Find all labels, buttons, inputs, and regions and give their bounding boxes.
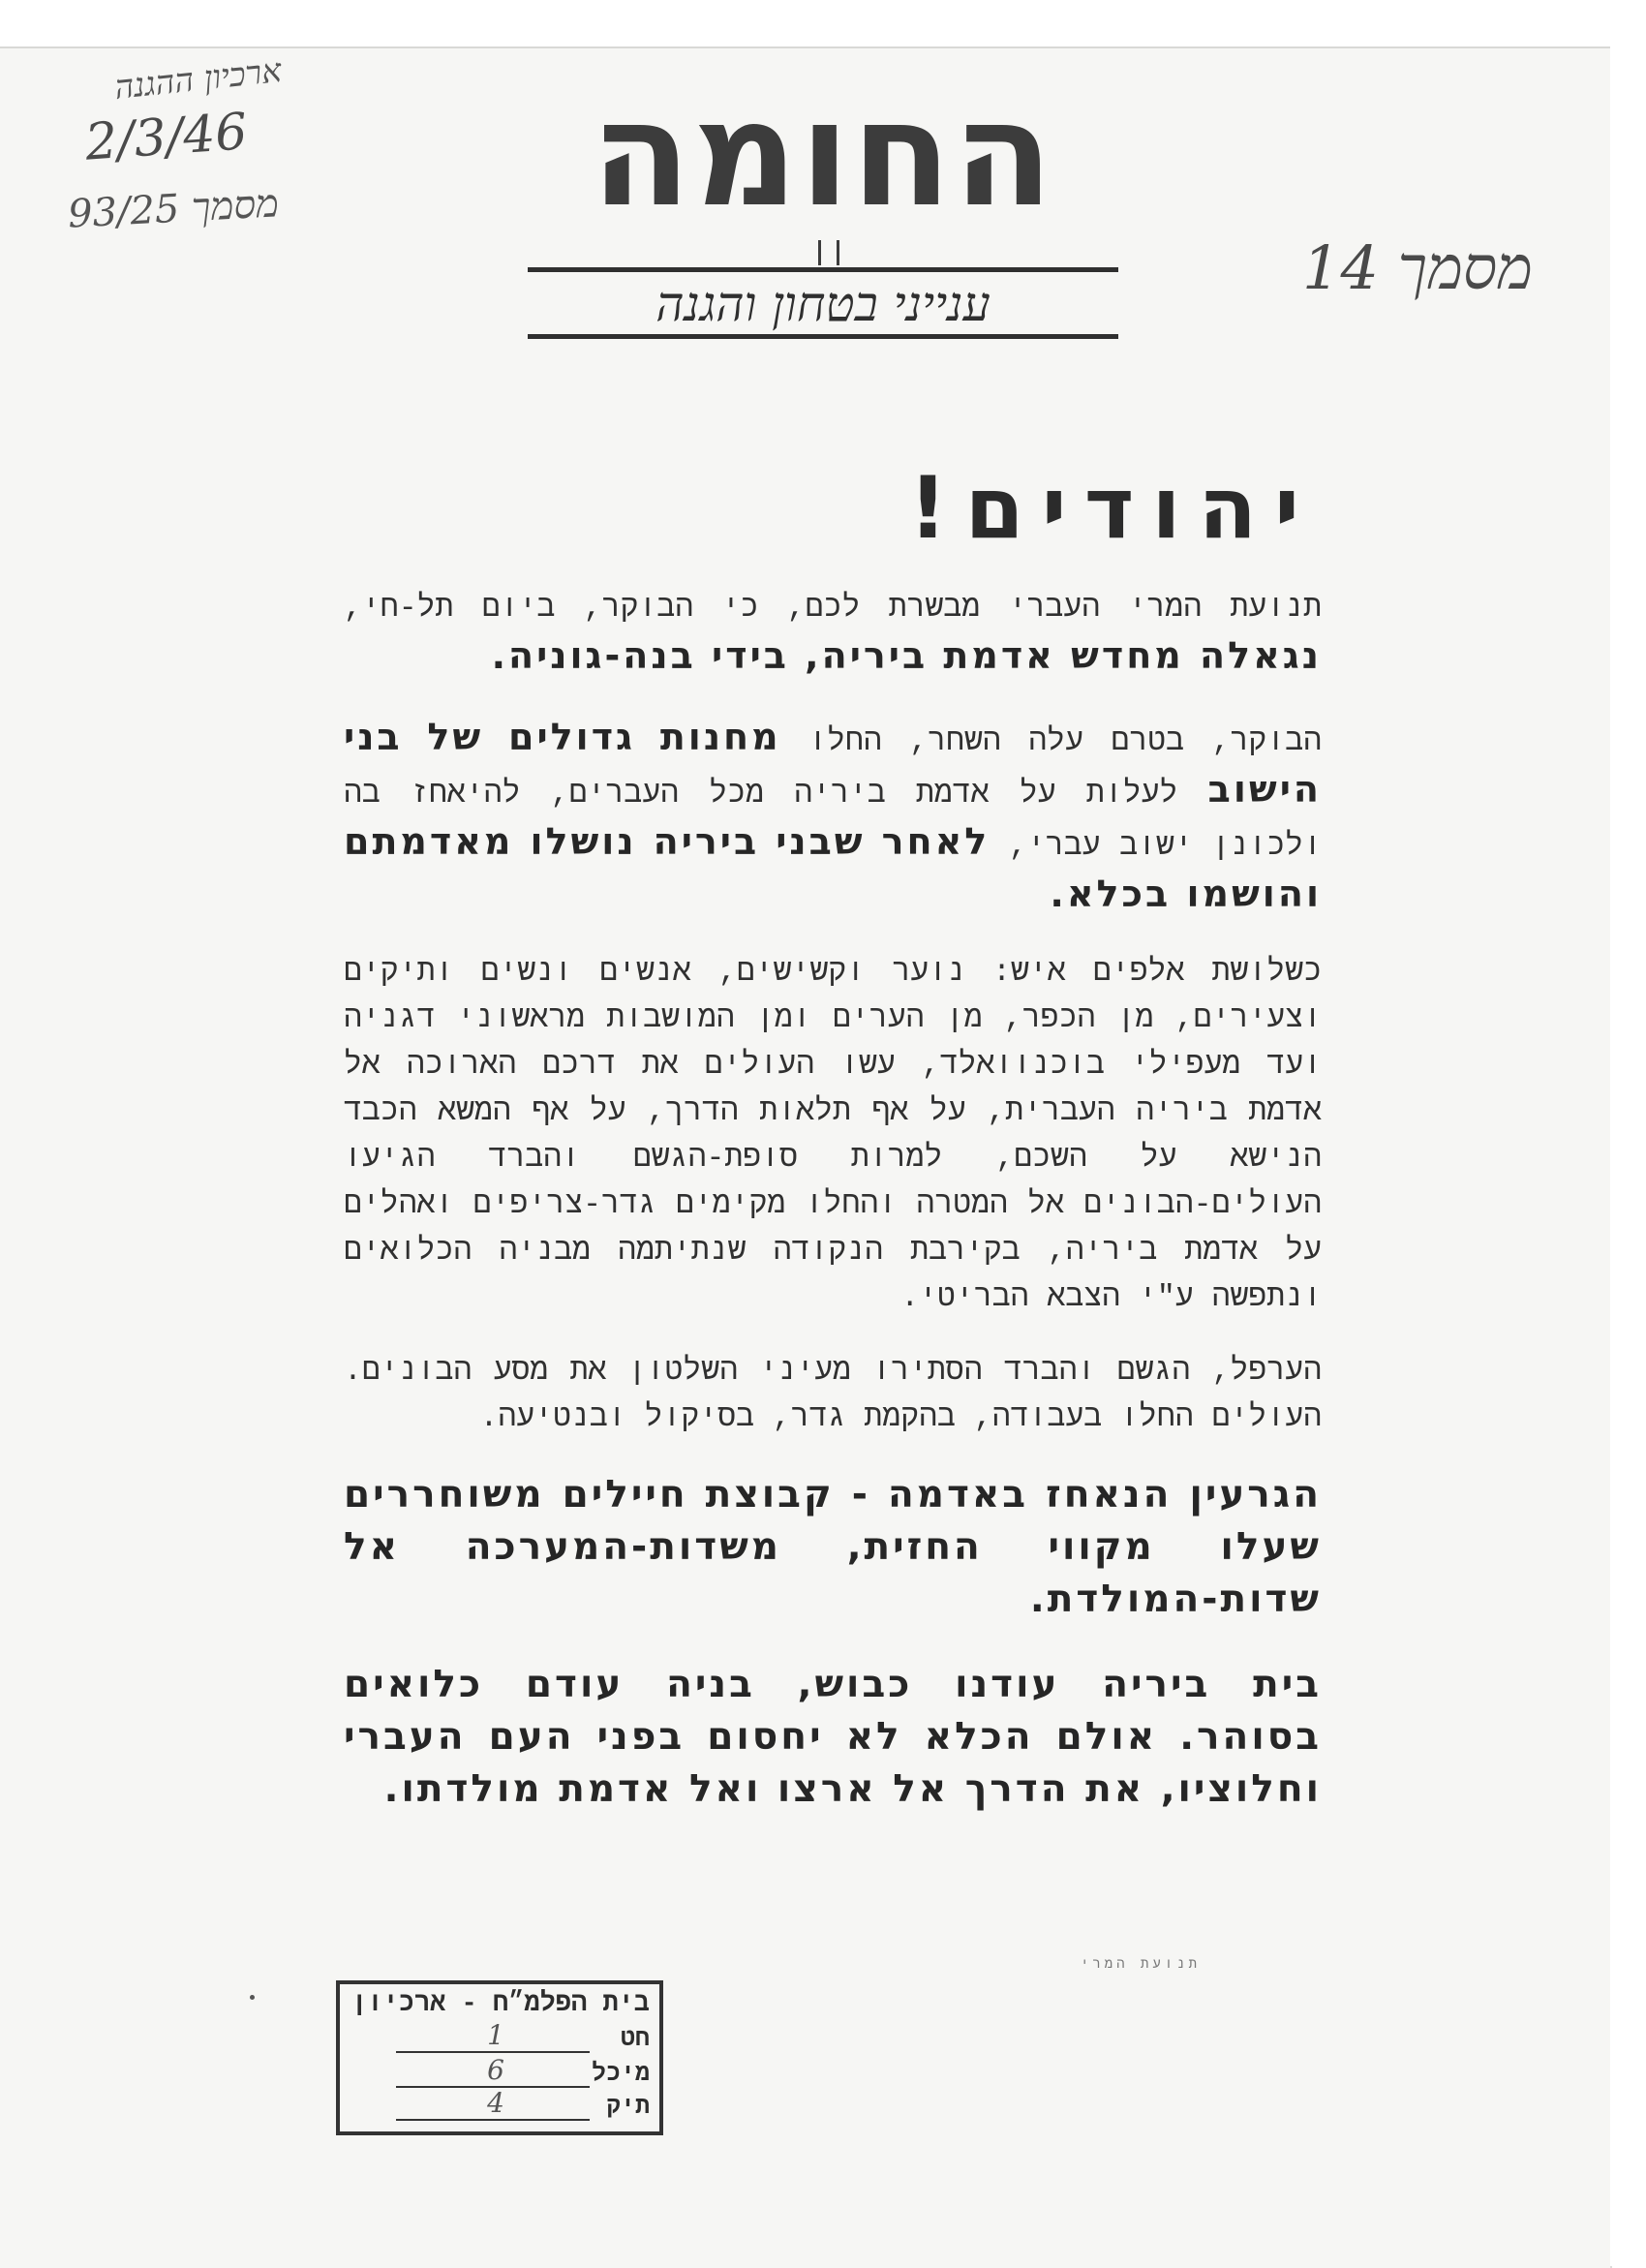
stamp-underline [396,2119,590,2121]
stamp-row [350,2019,650,2056]
stamp-row [350,2087,650,2124]
masthead-rule-top [528,267,1118,272]
paragraph-4: הערפל, הגשם והברד הסתירו מעיני השלטון את מסע הבונים. העולים החלו בעבודה, בהקמת גדר, בסיקול ובנטיעה. [344,1355,1322,1435]
masthead [528,71,1118,339]
paragraph-2 [344,714,1322,923]
handwritten-document-ref: מסמך 93/25 [66,181,280,237]
masthead-subtitle: ענייני בטחון והגנה [655,276,991,332]
paragraph-2-emphasis-1: מחנות גדולים של בני הישוב [344,716,1322,811]
masthead-rule-bottom [528,334,1118,339]
stamp-value: 6 [487,2054,504,2086]
stamp-title: בית הפלמ״ח - ארכיון [351,1990,650,2019]
paragraph-3: כשלושת אלפים איש: נוער וקשישים, אנשים ונשים ותיקים וצעירים, מן הכפר, מן הערים ומן המושבות מראשוני דגניה ועד מעפילי בוכנוואלד, עשו העולים את דרכם הארוכה אל אדמת ביריה העברית, על אף תלאות הדרך, על אף המשא הכבד הנישא על השכם, למרות סופת-הגשם והברד הגיעו העולים-הבונים אל המטרה והחלו מקימים גדר-צריפים ואהלים על אדמת ביריה, בקירבת הנקודה שנתיתמה מבניה הכלואים ונתפשה ע"י הצבא הבריטי. [344,956,1322,1315]
scan-speck [250,1995,255,2000]
masthead-ornament [818,240,839,265]
paragraph-1-emphasis: נגאלה מחדש אדמת ביריה, בידי בנה-גוניה. [491,634,1322,677]
signature: תנועת המרי [1080,1956,1201,1972]
stamp-value: 1 [487,2019,504,2051]
paragraph-1-text: תנועת המרי העברי מבשרת לכם, כי הבוקר, ביום תל-חי, [344,592,1322,626]
paragraph-2-text-start: הבוקר, בטרם עלה השחר, החלו [780,725,1322,759]
stamp-label: תיק [605,2093,650,2121]
paragraph-6: בית ביריה עודנו כבוש, בניה עודם כלואים בסוהר. אולם הכלא לא יחסום בפני העם העברי וחלוציו, את הדרך אל ארצו ואל אדמת מולדתו. [344,1663,1322,1811]
stamp-label: חט [620,2025,650,2053]
paragraph-2-emphasis-2: לאחר שבני ביריה נושלו מאדמתם והושמו בכלא. [344,820,1322,915]
stamp-label: מיכל [591,2060,650,2088]
scan-margin [1610,46,1646,2266]
stamp-row [350,2054,650,2091]
handwritten-date: 2/3/46 [83,103,250,172]
archive-stamp [336,1980,663,2135]
paragraph-5: הגרעין הנאחז באדמה - קבוצת חיילים משוחררים שעלו מקווי החזית, משדות-המערכה אל שדות-המולדת. [344,1473,1322,1621]
masthead-title: החומה [591,71,1055,239]
body-text [344,586,1322,1849]
handwritten-document-number: מסמך 14 [1302,232,1533,303]
headline: יהודים! [908,458,1317,558]
stamp-underline [396,2051,590,2053]
paragraph-2-text-mid: לעלות על אדמת ביריה מכל העברים, להיאחז בה ולכונן ישוב עברי, [344,778,1322,864]
handwritten-archive-note: ארכיון ההגנה [112,51,284,107]
stamp-value: 4 [487,2087,504,2119]
paragraph-1 [344,586,1322,685]
